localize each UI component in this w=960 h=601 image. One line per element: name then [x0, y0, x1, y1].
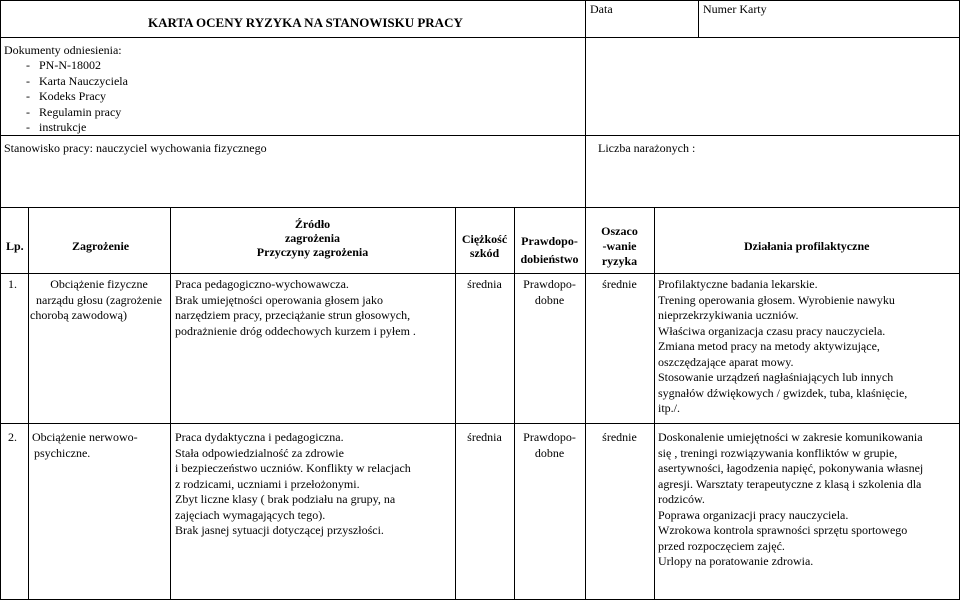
row-risk: średnie: [602, 430, 637, 444]
date-label: Data: [590, 2, 613, 16]
row-severity: średnia: [467, 430, 502, 444]
row-source: Praca pedagogiczno-wychowawcza. Brak umiejętności operowania głosem jako narzędziem pracy, przeciążanie strun głosowych, podrażnienie dróg oddechowych kurzem i pyłem .: [175, 277, 416, 338]
row-actions: Doskonalenie umiejętności w zakresie komunikowania się , treningi rozwiązywania konfliktów w grupie, asertywności, łagodzenia napięć, pokonywania własnej agresji. Warsztaty terapeutyczne z klasą i szkolenia dla rodziców. Poprawa organizacji pracy nauczyciela. Wzrokowa kontrola sprawności sprzętu sportowego przed rozpoczęciem zajęć. Urlopy na poratowanie zdrowia.: [658, 430, 924, 568]
row-probability: Prawdopo- dobne: [523, 277, 576, 307]
position-bottom-line: [0, 207, 960, 208]
exposed-count-label: Liczba narażonych :: [598, 141, 696, 155]
header-divider-title: [585, 0, 586, 207]
card-title: KARTA OCENY RYZYKA NA STANOWISKU PRACY: [148, 15, 463, 30]
documents-list: [26, 58, 128, 136]
header-lp: Lp.: [6, 239, 24, 253]
column-divider: [455, 207, 456, 600]
row-hazard: Obciążenie fizyczne narządu głosu (zagrożenie chorobą zawodową): [30, 277, 162, 322]
header-risk: Oszaco -wanie ryzyka: [601, 224, 638, 268]
position-label: Stanowisko pracy: nauczyciel wychowania fizycznego: [4, 141, 267, 155]
row-probability: Prawdopo- dobne: [523, 430, 576, 460]
document-item: - Karta Nauczyciela: [26, 73, 128, 88]
column-divider: [28, 207, 29, 600]
header-source: Źródło zagrożenia Przyczyny zagrożenia: [256, 217, 369, 259]
documents-heading: Dokumenty odniesienia:: [4, 43, 122, 57]
documents-bottom-line: [0, 135, 960, 136]
row-risk: średnie: [602, 277, 637, 291]
column-divider: [654, 207, 655, 600]
header-probability: Prawdopo- dobieństwo: [520, 234, 579, 266]
header-actions: Działania profilaktyczne: [744, 239, 870, 253]
document-item: - Kodeks Pracy: [26, 89, 106, 103]
table-header-bottom-line: [0, 273, 960, 274]
row-severity: średnia: [467, 277, 502, 291]
document-item: - Regulamin pracy: [26, 104, 122, 119]
document-item: - instrukcje: [26, 120, 87, 134]
header-hazard: Zagrożenie: [72, 239, 130, 253]
column-divider: [170, 207, 171, 600]
row-lp: 1.: [8, 277, 17, 291]
row-separator: [0, 423, 960, 424]
row-hazard: Obciążenie nerwowo- psychiczne.: [32, 430, 138, 460]
header-divider-date: [698, 0, 699, 38]
card-number-label: Numer Karty: [703, 2, 767, 16]
document-item: - PN-N-18002: [26, 58, 101, 72]
row-source: Praca dydaktyczna i pedagogiczna. Stała odpowiedzialność za zdrowie i bezpieczeństwo uczniów. Konflikty w relacjach z rodzicami, uczniami i przełożonymi. Zbyt liczne klasy ( brak podziału na grupy, na zajęciach wymagających tego). Brak jasnej sytuacji dotyczącej przyszłości.: [175, 430, 411, 537]
row-lp: 2.: [8, 430, 17, 444]
row-actions: Profilaktyczne badania lekarskie. Trening operowania głosem. Wyrobienie nawyku nieprzekrzykiwania uczniów. Właściwa organizacja czasu pracy nauczyciela. Zmiana metod pracy na metody aktywizujące, oszczędzające aparat mowy. Stosowanie urządzeń nagłaśniających lub innych sygnałów dźwiękowych / gwizdek, tuba, klaśnięcie, itp./.: [658, 277, 908, 415]
header-severity: Ciężkość szkód: [461, 232, 508, 260]
header-bottom-line: [0, 37, 960, 38]
